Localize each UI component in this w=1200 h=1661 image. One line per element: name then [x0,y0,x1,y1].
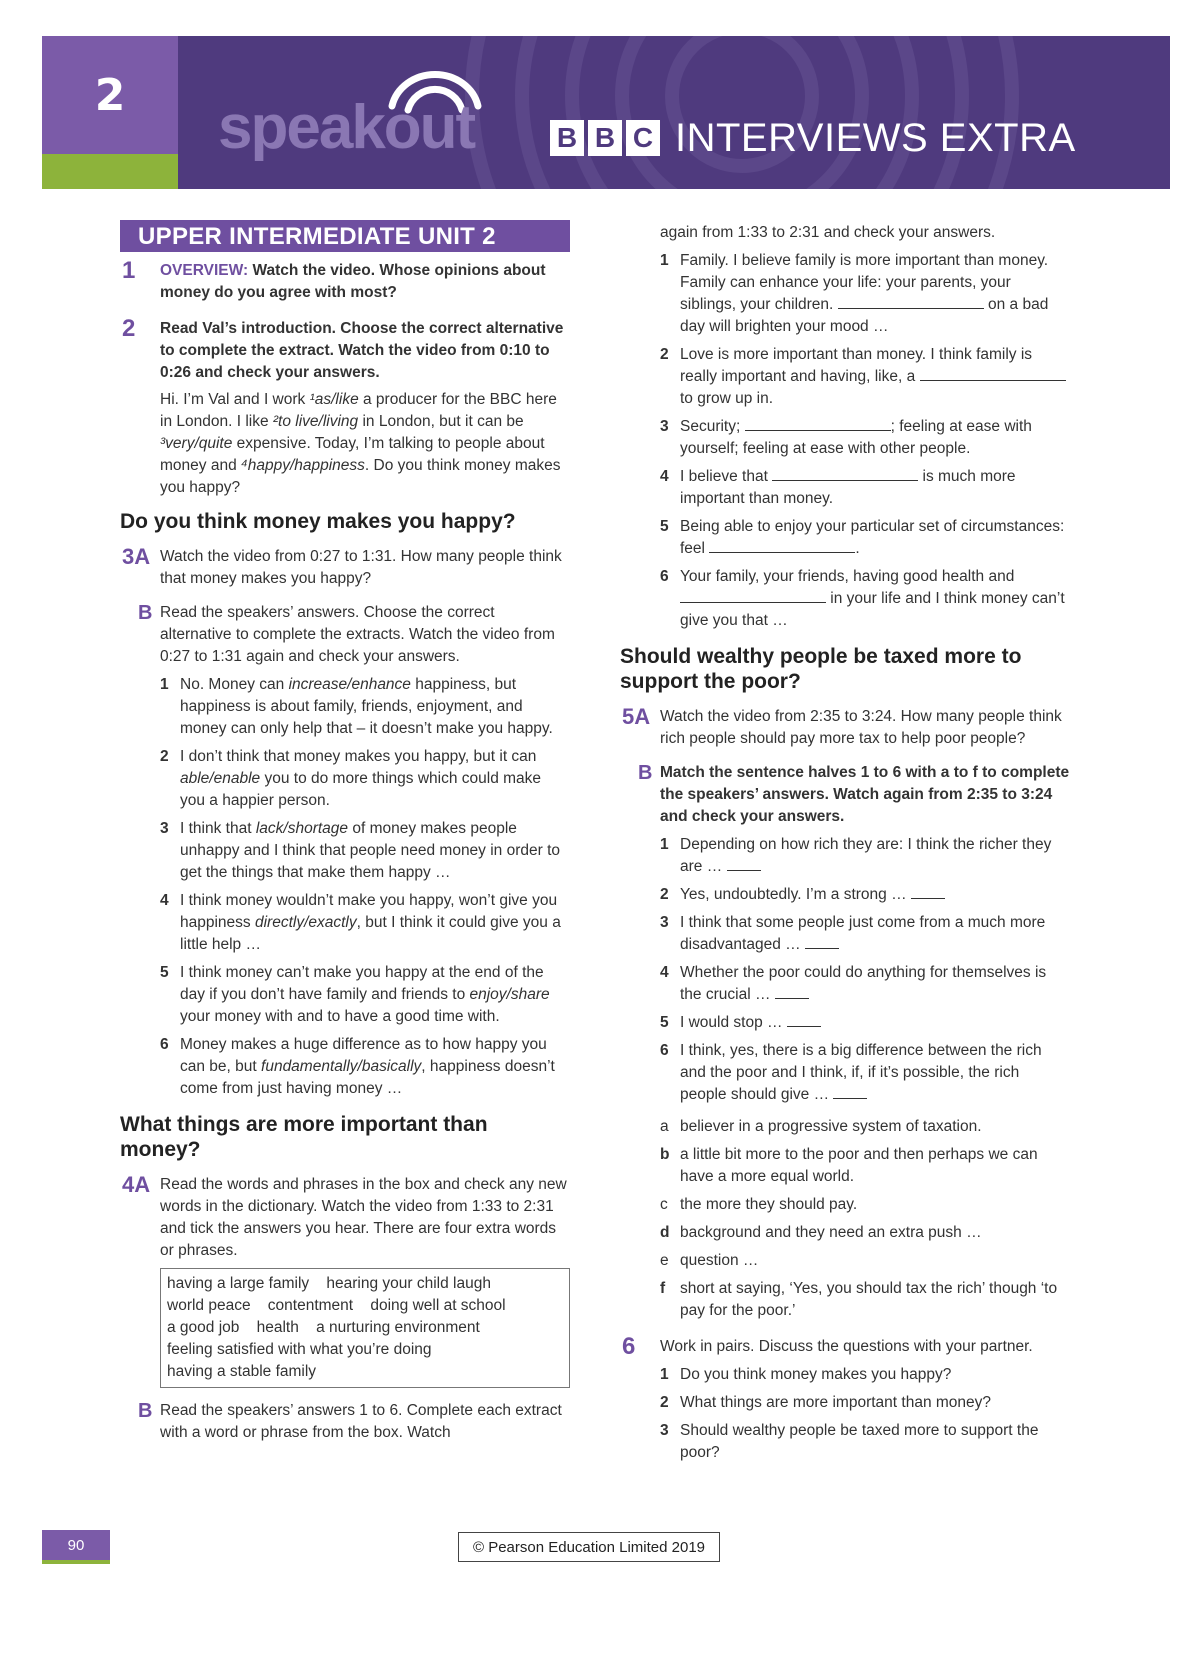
exercise-instruction: again from 1:33 to 2:31 and check your answers. [660,224,996,241]
list-item [660,416,1070,460]
text-segment: What things are more important than money? [680,1394,992,1411]
option-text: background and they need an extra push … [680,1224,982,1241]
list-item [660,912,1070,956]
unit-title: UPPER INTERMEDIATE UNIT 2 [120,220,570,252]
item-number: 1 [660,836,669,853]
header-banner [42,36,1170,189]
item-number: 4 [660,964,669,981]
exercise-number: 1 [122,257,136,284]
exercise-instruction: Read the speakers’ answers. Choose the correct alternative to complete the extracts. Watch the video from 0:27 to 1:31 again and check your answers. [160,604,555,665]
item-number: 4 [160,892,169,909]
list-item [660,1420,1070,1464]
item-number: 2 [660,886,669,903]
text-segment: There are four extra words or phrases. [160,1220,557,1259]
item-number: 4 [660,468,669,485]
text-segment: Yes, undoubtedly. I’m a strong … [680,886,911,903]
answer-blank[interactable] [920,367,1066,381]
option-item [660,1116,1070,1138]
text-segment: No. Money can [180,676,289,693]
text-segment: you to do more things which could make you a happier person. [180,770,542,809]
exercise-instruction: Watch the video from 0:27 to 1:31. How many people think that money makes you happy? [160,548,562,587]
exercise-letter: B [138,602,153,624]
exercise-4a [120,1174,570,1388]
item-number: 2 [660,1394,669,1411]
text-segment: a producer for the BBC here in London. I like [160,391,557,430]
exercise-letter: B [638,762,653,784]
exercise-number [122,1171,150,1199]
left-column [120,220,570,1452]
text-segment: , happiness doesn’t come from just having money … [180,1058,555,1097]
list-item [660,466,1070,510]
alternative-choice: ²to live/living [272,413,359,430]
item-number: 2 [660,346,669,363]
answer-blank[interactable] [745,417,891,431]
exercise-number [122,543,150,571]
copyright-notice: © Pearson Education Limited 2019 [458,1532,720,1562]
option-letter: f [660,1280,666,1297]
exercise-instruction: Watch the video from 2:35 to 3:24. How many people think rich people should pay more tax to help poor people? [660,708,1062,747]
word-box-line: world peace contentment doing well at school [167,1297,506,1314]
option-text: a little bit more to the poor and then perhaps we can have a more equal world. [680,1146,1038,1185]
text-segment: , but I think it could give you a little help … [180,914,561,953]
section-heading: What things are more important than money? [120,1113,488,1161]
exercise-instruction [160,1174,570,1262]
exercise-6 [620,1333,1070,1464]
item-number: 3 [660,418,669,435]
item-number: 5 [660,518,669,535]
text-segment: of money makes people unhappy and I think that people need money in order to get the things that make them happy … [180,820,561,881]
exercise-4b [120,1400,570,1444]
answer-blank[interactable] [787,1013,821,1027]
alternative-choice: ¹as/like [309,391,359,408]
alternative-choice: ³very/quite [160,435,233,452]
exercise-instruction: Read the speakers’ answers 1 to 6. Complete each extract with a word or phrase from the box. Watch [160,1402,562,1441]
item-number: 1 [660,252,669,269]
text-segment: Hi. I’m Val and I work [160,391,310,408]
list-item [160,746,570,812]
item-number: 6 [660,568,669,585]
exercise-number: 2 [122,315,136,342]
text-segment: Love is more important than money. I think family is really important and having, like, a [680,346,1033,385]
header-title: INTERVIEWS EXTRA [675,116,1076,160]
unit-number: 2 [94,69,126,121]
item-number: 6 [160,1036,169,1053]
list-item [660,344,1070,410]
text-segment: Security; [680,418,745,435]
option-item [660,1278,1070,1322]
exercise-1 [120,257,570,304]
list-item [660,884,1070,906]
exercise-digit: 3 [122,544,135,569]
exercise-digit: 4 [122,1172,135,1197]
exercise-instruction: Work in pairs. Discuss the questions with your partner. [660,1338,1033,1355]
text-segment: I don’t think that money makes you happy, but it can [180,748,537,765]
answer-blank[interactable] [805,935,839,949]
answer-blank[interactable] [680,589,826,603]
alternative-choice: able/enable [180,770,261,787]
item-number: 1 [660,1366,669,1383]
option-text: the more they should pay. [680,1196,858,1213]
word-box-line: having a large family hearing your child laugh [167,1275,491,1292]
text-segment: Read the words and phrases in the box and check any new words in the dictionary. Watch the video from 1:33 to 2:31 and tick the answers you hear. [160,1176,567,1237]
alternative-choice: ⁴happy/happiness [241,457,365,474]
bbc-letter: B [588,120,622,156]
text-segment: I think that [180,820,256,837]
bbc-letter: B [550,120,584,156]
text-segment: Being able to enjoy your particular set of circumstances: feel [680,518,1065,557]
text-segment: I think that some people just come from a much more disadvantaged … [680,914,1046,953]
right-column [620,222,1070,1474]
text-segment: I would stop … [680,1014,787,1031]
list-item [660,1040,1070,1106]
item-number: 1 [160,676,169,693]
item-number: 3 [160,820,169,837]
answer-blank[interactable] [833,1085,867,1099]
alternative-choice: directly/exactly [254,914,357,931]
answer-blank[interactable] [727,857,761,871]
list-item [160,674,570,740]
text-segment: I think money wouldn’t make you happy, won’t give you happiness [180,892,558,931]
overview-tag: OVERVIEW: [160,262,249,279]
item-number: 2 [160,748,169,765]
option-letter: e [660,1252,669,1269]
section-heading: Do you think money makes you happy? [120,510,516,533]
exercise-number: 6 [622,1333,636,1360]
text-segment: in London, but it can be [358,413,524,430]
text-segment: Whether the poor could do anything for themselves is the crucial … [680,964,1047,1003]
exercise-instruction: Read Val’s introduction. Choose the correct alternative to complete the extract. Watch the video from 0:10 to 0:26 and check your answers. [160,320,564,381]
word-box [160,1268,570,1388]
exercise-4b-continued [620,222,1070,632]
list-item [660,1364,1070,1386]
exercise-3a [120,546,570,590]
exercise-number [622,703,650,731]
text-segment: I think, yes, there is a big difference between the rich and the poor and I think, if, if it’s possible, the rich people should give … [680,1042,1042,1103]
exercise-instruction: Watch the video. Whose opinions about money do you agree with most? [160,262,546,301]
option-item [660,1194,1070,1216]
exercise-5b [620,762,1070,1322]
list-item [660,1012,1070,1034]
text-segment: expensive. Today, I’m talking to people about money and [160,435,545,474]
option-text: question … [680,1252,759,1269]
text-segment: happiness, but happiness is about family, friends, enjoyment, and money can only help that – it doesn’t make you happy. [180,676,553,737]
speakout-logo: speakout [218,93,475,162]
exercise-2 [120,315,570,499]
item-number: 6 [660,1042,669,1059]
item-number: 5 [660,1014,669,1031]
text-segment: Do you think money makes you happy? [680,1366,952,1383]
exercise-letter: A [134,1172,151,1197]
option-letter: c [660,1196,668,1213]
list-item [660,834,1070,878]
alternative-choice: increase/enhance [288,676,411,693]
page-number: 90 [42,1530,110,1560]
list-item [160,890,570,956]
text-segment: Family. I believe family is more important than money. Family can enhance your life: your parents, your siblings, your children. [680,252,1049,313]
answer-blank[interactable] [911,885,945,899]
option-item [660,1144,1070,1188]
list-item [660,516,1070,560]
text-segment: your money with and to have a good time with. [180,1008,500,1025]
option-text: short at saying, ‘Yes, you should tax the rich’ though ‘to pay for the poor.’ [680,1280,1058,1319]
alternative-choice: fundamentally/basically [261,1058,422,1075]
list-item [660,962,1070,1006]
text-segment: I believe that [680,468,773,485]
exercise-digit: 5 [622,704,635,729]
option-text: believer in a progressive system of taxation. [680,1118,982,1135]
bbc-logo [550,120,660,156]
list-item [160,1034,570,1100]
exercise-letter: A [134,544,151,569]
alternative-choice: lack/shortage [255,820,349,837]
alternative-choice: enjoy/share [469,986,550,1003]
text-segment: Should wealthy people be taxed more to support the poor? [680,1422,1039,1461]
exercise-instruction: Match the sentence halves 1 to 6 with a to f to complete the speakers’ answers. Watch again from 2:35 to 3:24 and check your answers. [660,764,1070,825]
text-segment: . [855,540,860,557]
text-segment: to grow up in. [680,390,774,407]
text-segment: Depending on how rich they are: I think the richer they are … [680,836,1052,875]
list-item [160,962,570,1028]
option-letter: d [660,1224,670,1241]
list-item [660,1392,1070,1414]
text-segment: ; feeling at ease with yourself; feeling at ease with other people. [680,418,1032,457]
list-item [160,818,570,884]
answer-blank[interactable] [709,539,855,553]
item-number: 5 [160,964,169,981]
option-letter: b [660,1146,670,1163]
section-heading: Should wealthy people be taxed more to support the poor? [620,645,1022,693]
text-segment: Money makes a huge difference as to how happy you can be, but [180,1036,547,1075]
answer-blank[interactable] [772,467,918,481]
exercise-letter: B [138,1400,153,1422]
answer-blank[interactable] [775,985,809,999]
text-segment: . Do you think money makes you happy? [160,457,561,496]
word-box-line: having a stable family [167,1363,317,1380]
bbc-letter: C [626,120,660,156]
answer-blank[interactable] [838,295,984,309]
unit-green-strip [42,154,178,189]
option-letter: a [660,1118,669,1135]
item-number: 3 [660,914,669,931]
item-number: 3 [660,1422,669,1439]
exercise-letter: A [634,704,651,729]
text-segment: Your family, your friends, having good health and [680,568,1015,585]
val-introduction [160,389,570,499]
option-item [660,1250,1070,1272]
exercise-5a [620,706,1070,750]
list-item [660,566,1070,632]
page-number-green-strip [42,1560,110,1564]
concentric-circles-decoration [42,36,1170,189]
option-item [660,1222,1070,1244]
word-box-line: feeling satisfied with what you’re doing [167,1341,432,1358]
exercise-3b [120,602,570,1100]
list-item [660,250,1070,338]
text-segment: in your life and I think money can’t give you that … [680,590,1065,629]
text-segment: I think money can’t make you happy at the end of the day if you don’t have family and friends to [180,964,544,1003]
text-segment: is much more important than money. [680,468,1016,507]
word-box-line: a good job health a nurturing environment [167,1319,480,1336]
text-segment: on a bad day will brighten your mood … [680,296,1049,335]
